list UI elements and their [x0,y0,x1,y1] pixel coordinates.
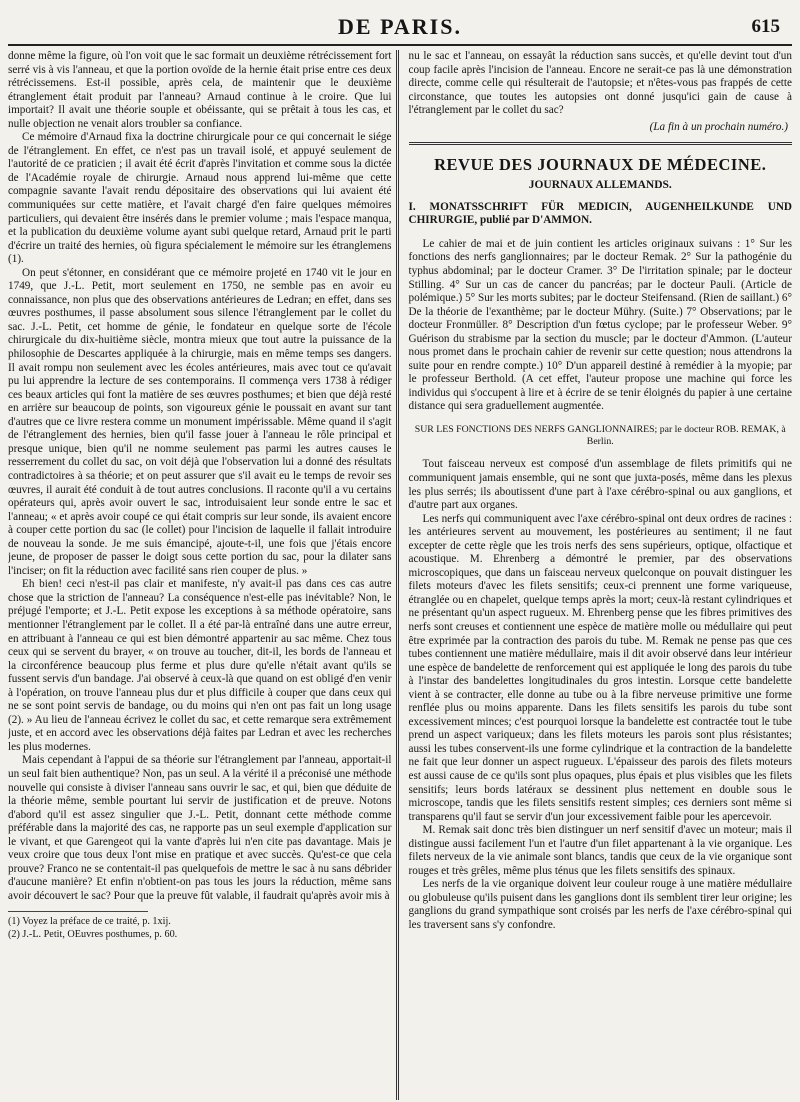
right-column [399,50,793,1100]
section-title: REVUE DES JOURNAUX DE MÉDECINE. [434,154,767,174]
continued-note: (La fin à un prochain numéro.) [649,120,788,133]
running-title: DE PARIS. [338,14,462,39]
body-paragraph: nu le sac et l'anneau, on essayât la réduction sans succès, et qu'elle devint tout d'un coup facile après l'incision de l'anneau. Encore ne serait-ce pas là une démonstration directe, comme celle qui résulterait de l'autopsie; et n'êtes-vous pas frappés de cette circonstance, que toutes les autopsies ont donné jusqu'ici gain de cause à l'étranglement par le collet du sac? [408,50,792,117]
section-subtitle: JOURNAUX ALLEMANDS. [528,178,672,191]
two-column-body [8,50,792,1100]
article-heading: I. MONATSSCHRIFT FÜR MEDICIN, AUGENHEILKUNDE UND CHIRURGIE, publié par D'AMMON. [408,200,792,227]
footnote: (1) Voyez la préface de ce traité, p. 1xij. [8,916,171,928]
body-paragraph: Tout faisceau nerveux est composé d'un assemblage de filets primitifs qui ne communiquent jamais ensemble, qui ne sont que juxta-posés, même dans les plexus les plus serrés; ils aboutissent d'une part à l'axe cérébro-spinal ou aux ganglions, et d'autre part aux organes. [408,458,792,512]
body-paragraph: Eh bien! ceci n'est-il pas clair et manifeste, n'y avait-il pas dans ces cas autre chose que la striction de l'anneau? La conséquence n'est-elle pas inévitable? Non, le préjugé l'emporte; et J.-L. Petit expose les exceptions à sa méthode opératoire, sans mentionner l'étranglement par le collet. Il a été par-là entraîné dans une autre erreur, en attribuant à l'anneau ce qui est bien démontré appartenir au sac même. Chez tous ceux qui se servent du brayer, « on trouve au toucher, dit-il, les bords de l'anneau et la circonférence beaucoup plus ferme et plus dure qu'elle n'était avant qu'ils se fussent servis d'un bandage. J'ai observé à ceux-là que quand on est obligé d'en venir à l'opération, on trouve l'anneau plus dur et plus difficile à couper que dans ceux qui ne se sont point servis de bandage, ou du moins qui n'en ont pas fait un long usage (2). » Au lieu de l'anneau écrivez le collet du sac, et cette remarque sera extrêmement juste, et en accord avec les observations déjà faites par Ledran et avec les recherches les plus modernes. [8,578,392,753]
section-divider [409,142,793,145]
left-column [8,50,396,1100]
body-paragraph: On peut s'étonner, en considérant que ce mémoire projeté en 1740 vit le jour en 1749, que J.-L. Petit, mort seulement en 1750, ne semble pas en avoir eu connaissance, non plus que des observations antérieures de Ledran; en effet, dans ses œuvres posthumes, il passe absolument sous silence l'étranglement par le collet du sac. J.-L. Petit, cet homme de génie, le fondateur en quelque sorte de l'école chirurgicale du dix-huitième siècle, montra mieux que tout autre la puissance de la philosophie de Descartes appliquée à la chirurgie, mais en même temps ses dangers. Il avait rompu non seulement avec les écoles antérieures, mais avec tout ce qu'avait pu lui apprendre la lecture de ses contemporains. Il commença vers 1738 à rédiger ces beaux articles qui font la matière de ses œuvres posthumes; et bien que déjà resté en arrière sur beaucoup de points, son vigoureux génie le poussait en avant sur tant d'autres que ce livre restera comme un monument impérissable. Même quand il s'agit de l'étranglement des hernies, bien qu'il fasse jouer à l'anneau le rôle principal et presque unique, bien qu'il ne nomme seulement pas parmi les autres causes le resserrement du collet du sac, on voit déjà que l'observation lui a donné des résultats contradictoires à sa théorie; et on peut assurer que s'il avait eu le temps de revoir ses œuvres, il aurait été conduit à de tout autres conclusions. Il raconte qu'il a vu certains opérateurs qui, après avoir ouvert le sac, introduisaient leur sonde entre le sac et l'anneau; « et après avoir coupé ce qui était compris sur leur sonde, ils avaient encore à couper cette portion du sac (le collet) pour l'incision de laquelle il fallait introduire de nouveau la sonde. Je me suis émancipé, ajoute-t-il, une fois que j'étais encore jeune, de proposer de passer le doigt sous cette portion du sac, pour la dilater sans l'inciser; on fit la réduction avec facilité sans rien couper de plus. » [8,266,392,577]
body-paragraph: M. Remak sait donc très bien distinguer un nerf sensitif d'avec un moteur; mais il distingue aussi facilement l'un et l'autre d'un filet appartenant à la vie organique. Les filets nerveux de la vie animale sont blancs, tandis que ceux de la vie organique sont rouges et très grêles, même plus ténus que les filets sensitifs des spinaux. [408,824,792,877]
footnote: (2) J.-L. Petit, OEuvres posthumes, p. 60. [8,929,178,941]
body-paragraph: Les nerfs de la vie organique doivent leur couleur rouge à une matière médullaire ou globuleuse qu'ils puisent dans les ganglions dont ils semblent tirer leur origine; les ganglions du grand sympathique sont croisés par les nerfs de l'axe cérébro-spinal qui les traversent sans s'y confondre. [408,878,792,932]
body-paragraph: Mais cependant à l'appui de sa théorie sur l'étranglement par l'anneau, apportait-il un seul fait bien authentique? Non, pas un seul. A la vérité il a préconisé une méthode nouvelle qui consiste à diviser l'anneau sans ouvrir le sac, et qui, bien que déduite de la théorie même, semble pourtant lui servir de justification et de preuve. Notons d'abord qu'il est assez singulier que J.-L. Petit, donnant cette méthode comme préférable dans la majorité des cas, ne rapporte pas un seul exemple d'application sur le vivant, et que Garengeot qui la vante d'après lui n'en cite pas davantage. Mais je veux croire que tous deux l'ont mise en pratique et avec succès. Qu'est-ce que cela prouve? Franco ne se contentait-il pas quelquefois de mettre le sac à nu sans débrider d'aucune manière? Et enfin n'obtient-on pas tous les jours la réduction, même sans avoir découvert le sac? Pour que la preuve fût valable, il faudrait qu'après avoir mis à [8,754,392,902]
body-paragraph: Ce mémoire d'Arnaud fixa la doctrine chirurgicale pour ce qui concernait le siége de l'étranglement. En effet, ce n'est pas un travail isolé, et appuyé seulement de l'autorité de ce praticien ; il avait été écrit d'après l'invitation et comme sous la dictée de l'Académie royale de chirurgie. Arnaud nous apprend lui-même que cette compagnie savante l'avait rendu dépositaire des observations qui lui avaient été communiquées sur cette matière, et l'avait chargé d'en faire quelques mémoires particuliers, qui devaient être insérés dans le premier volume ; mais l'espace manqua, et la publication du deuxième volume ayant subi quelque retard, Arnaud prit le parti d'écrire un traité des hernies, où figura spécialement le mémoire sur les étranglemens (1). [8,131,392,266]
footnotes [8,911,178,941]
body-paragraph: donne même la figure, où l'on voit que le sac formait un deuxième rétrécissement fort serré vis à vis l'anneau, et que la portion ovoïde de la hernie était prise entre ces deux rétrécissemens. Est-il possible, après cela, de maintenir que le deuxième étranglement était produit par l'anneau? Arnaud continue à le croire. Que lui importait? Il avait une théorie souple et obéissante, qui se prêtait à tous les cas, et nulle objection ne venait alors troubler sa confiance. [8,50,392,130]
page-header [8,0,792,46]
page-number: 615 [751,16,780,37]
body-paragraph: Les nerfs qui communiquent avec l'axe cérébro-spinal ont deux ordres de racines : les antérieures servent au mouvement, les postérieures au sentiment; il ne faut excepter de cette règle que les trois nerfs des sens supérieurs, optique, olfactique et acoustique. M. Ehrenberg a démontré le premier, par des observations microscopiques, que dans un faisceau nerveux quelconque on pouvait distinguer les filets moteurs d'avec les filets sensitifs; ceux-ci prennent une forme variqueuse, étranglée ou en chapelet, quelque temps après la mort; ceux-là restant cylindriques et ne présentant qu'un aspect rugueux. M. Ehrenberg pense que les fibres primitives des nerfs sont creuses et contiennent une espèce de matière molle ou médullaire qui peut être exprimée par la contraction des parois du tube. M. Remak ne pense pas que ces tubes contiennent une matière médullaire, mais il dit avoir observé dans leur intérieur une espèce de bandelette de renforcement qui est appliquée le long des parois du tube à l'instar des bandelettes longitudinales du gros intestin. Lorsque cette bandelette vient à se contracter, elle donne au tube ou à la fibre nerveuse primitive une forme renflée plus ou moins apparente. Dans les filets sensitifs les parois du tube sont excessivement minces; c'est pourquoi lorsque la bandelette est contractée tout le tube prend un aspect variqueux; dans les filets moteurs les parois sont plus résistantes; aussi les tubes conservent-ils une forme cylindrique et la contraction de la bandelette ne fait que leur donner un aspect rugueux. L'épaisseur des parois des filets moteurs est aussi cause de ce qu'ils sont plus opaques, plus épais et plus visibles que les filets sensitifs; leurs bords latéraux se dessinent plus nettement en double sous le microscope, tandis que les filets sensitifs restent simples; ces derniers sont même si transparens qu'il faut se servir d'un jour excessivement faible pour les apercevoir. [408,512,792,823]
article-intro: Le cahier de mai et de juin contient les articles originaux suivans : 1° Sur les fonctions des nerfs ganglionnaires; par le docteur Remak. 2° Sur la pathogénie du typhus abdominal; par le docteur Cramer. 3° De l'irritation spinale; par le docteur Stilling. 4° Sur un cas de cancer du pancréas; par le docteur Pauli. (Article de polémique.) 5° Sur les morts subites; par le docteur Steifensand. (Rien de saillant.) 6° De la théorie de l'exanthème; par le docteur Mühry. (Suite.) 7° Observations; par le docteur Fronmüller. 8° Description d'un fœtus cyclope; par le professeur Weber. 9° Guérison du strabisme par la section du muscle; par le docteur d'Ammon. (L'auteur nous promet dans le prochain cahier de revenir sur cette question; nous attendrons la suite pour en rendre compte.) 10° D'un appareil destiné à remédier à la myopie; par le professeur Berthold. (A cet effet, l'auteur propose une machine qui force les individus qui s'occupent à lire et à écrire de se tenir éloignés du papier à une certaine distance qui sera graduellement augmentée. [408,237,792,413]
subsection-heading: SUR LES FONCTIONS DES NERFS GANGLIONNAIRES; par le docteur ROB. REMAK, à Berlin. [414,424,786,448]
